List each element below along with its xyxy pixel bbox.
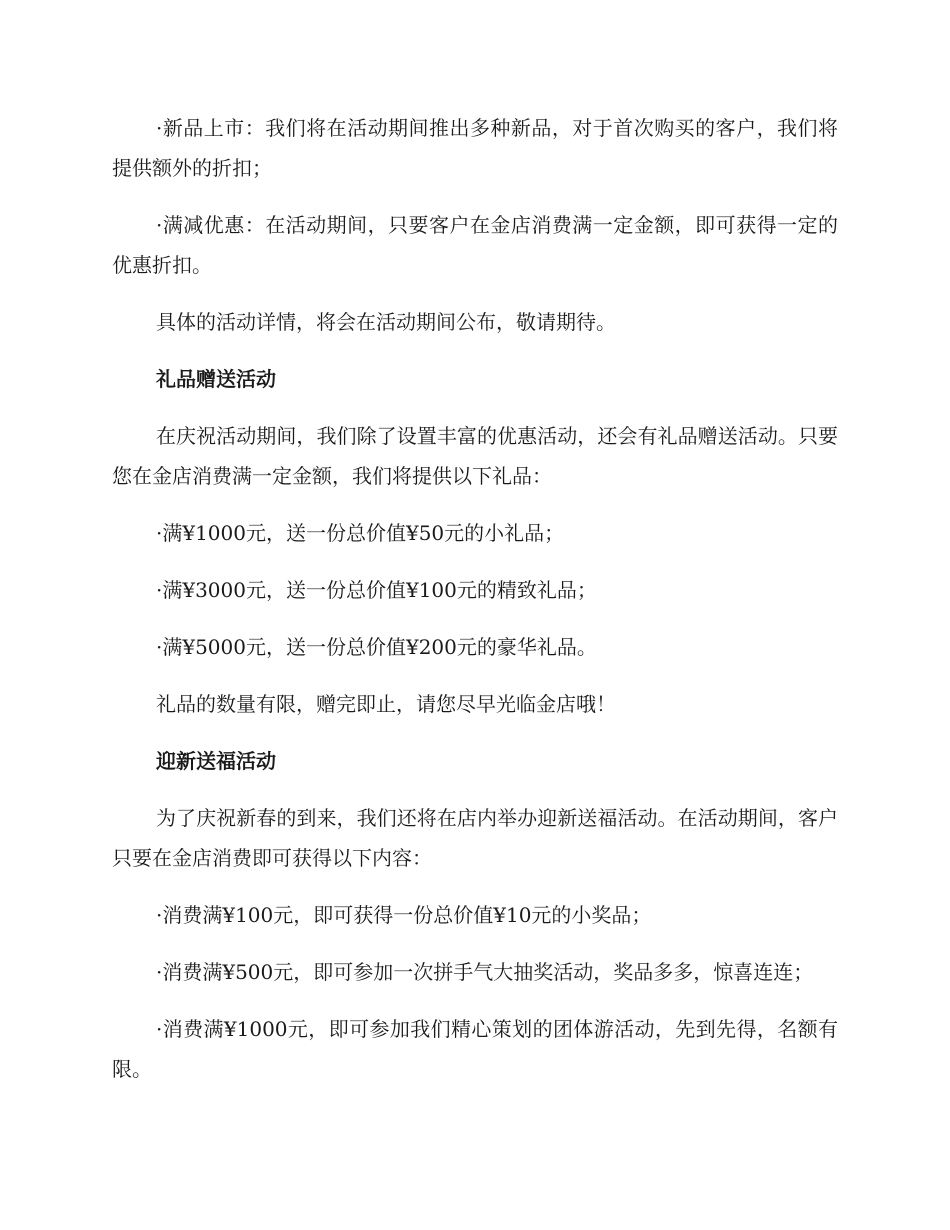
- section-heading-newyear: 迎新送福活动: [156, 749, 276, 773]
- document-page: [112, 108, 838, 1106]
- newyear-tier-1000: ·消费满¥1000元，即可参加我们精心策划的团体游活动，先到先得，名额有限。: [112, 1017, 838, 1081]
- section-heading-gifts: 礼品赠送活动: [156, 367, 276, 391]
- bullet-new-products: ·新品上市：我们将在活动期间推出多种新品，对于首次购买的客户，我们将提供额外的折扣；: [112, 116, 838, 180]
- gifts-intro: 在庆祝活动期间，我们除了设置丰富的优惠活动，还会有礼品赠送活动。只要您在金店消费满一定金额，我们将提供以下礼品：: [112, 424, 838, 488]
- gifts-limited-note: 礼品的数量有限，赠完即止，请您尽早光临金店哦！: [156, 692, 616, 716]
- newyear-tier-100: ·消费满¥100元，即可获得一份总价值¥10元的小奖品；: [156, 903, 652, 927]
- gift-tier-1000: ·满¥1000元，送一份总价值¥50元的小礼品；: [156, 521, 565, 545]
- newyear-intro: 为了庆祝新春的到来，我们还将在店内举办迎新送福活动。在活动期间，客户只要在金店消费即可获得以下内容：: [112, 806, 838, 870]
- details-announcement: 具体的活动详情，将会在活动期间公布，敬请期待。: [156, 310, 616, 334]
- bullet-spend-discount: ·满减优惠：在活动期间，只要客户在金店消费满一定金额，即可获得一定的优惠折扣。: [112, 213, 838, 277]
- gift-tier-5000: ·满¥5000元，送一份总价值¥200元的豪华礼品。: [156, 635, 597, 659]
- gift-tier-3000: ·满¥3000元，送一份总价值¥100元的精致礼品；: [156, 578, 597, 602]
- newyear-tier-500: ·消费满¥500元，即可参加一次拼手气大抽奖活动，奖品多多，惊喜连连；: [156, 960, 814, 984]
